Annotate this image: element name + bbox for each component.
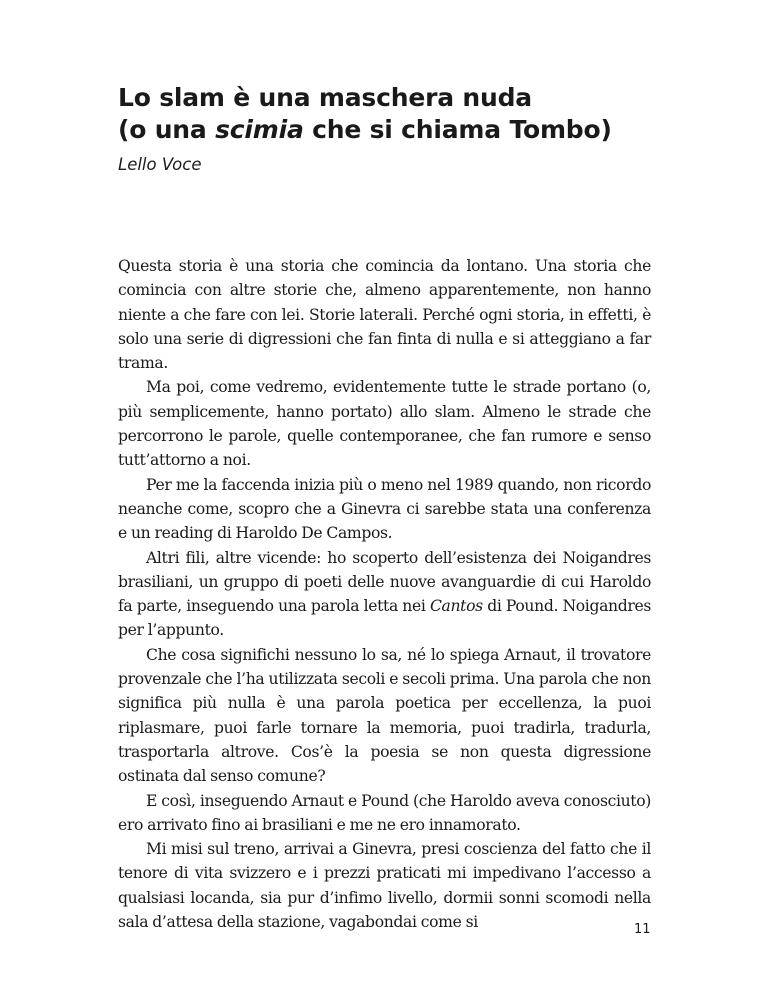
page-number: 11 — [634, 922, 651, 937]
paragraph: Che cosa significhi nessuno lo sa, né lo spiega Arnaut, il trovatore provenzale che l’ha utilizzata secoli e secoli prima. Una parola che non significa più nulla è una parola poetica per eccellenza, la puoi riplasmare, puoi farle tornare la memoria, puoi tradirla, tradurla, trasportarla altrove. Cos’è la poesia se non questa digressione ostinata dal senso comune? — [118, 645, 651, 786]
paragraph: Mi misi sul treno, arrivai a Ginevra, presi coscienza del fatto che il tenore di vita svizzero e i prezzi praticati mi impedivano l’accesso a qualsiasi locanda, sia pur d’infimo livello, dormii sonni scomodi nella sala d’attesa della stazione, vagabondai come si — [118, 840, 651, 932]
paragraph-text: di Pound. Noigandres per l’appunto. — [118, 597, 651, 640]
title-line-2-prefix: (o una — [118, 115, 216, 144]
paragraph-text: Altri fili, altre vicende: ho scoperto dell’esistenza dei Noigandres brasiliani, un gruppo di poeti delle nuove avanguardie di cui Haroldo fa parte, inseguendo una parola letta nei — [118, 548, 651, 616]
paragraph: E così, inseguendo Arnaut e Pound (che Haroldo aveva conosciuto) ero arrivato fino ai brasiliani e me ne ero innamorato. — [118, 791, 651, 834]
body-text — [118, 254, 651, 934]
title-line-2-suffix: che si chiama Tombo) — [303, 115, 612, 144]
title-line-2-italic-word: scimia — [215, 115, 304, 144]
paragraph: Per me la faccenda inizia più o meno nel 1989 quando, non ricordo neanche come, scopro che a Ginevra ci sarebbe stata una conferenza e un reading di Haroldo De Campos. — [118, 475, 651, 543]
paragraph: Ma poi, come vedremo, evidentemente tutte le strade portano (o, più semplicemente, hanno portato) allo slam. Almeno le strade che percorrono le parole, quelle contemporanee, che fan rumore e senso tutt’attorno a noi. — [118, 378, 651, 470]
author-name: Lello Voce — [118, 155, 202, 174]
title-line-1: Lo slam è una maschera nuda — [118, 83, 532, 112]
chapter-title — [118, 82, 678, 146]
paragraph — [118, 546, 651, 643]
paragraph-italic-title: Cantos — [429, 597, 483, 616]
paragraph: Questa storia è una storia che comincia da lontano. Una storia che comincia con altre storie che, almeno apparentemente, non hanno niente a che fare con lei. Storie laterali. Perché ogni storia, in effetti, è solo una serie di digressioni che fan finta di nulla e si atteggiano a far trama. — [118, 257, 651, 373]
